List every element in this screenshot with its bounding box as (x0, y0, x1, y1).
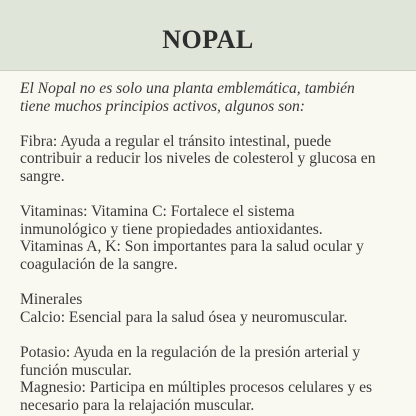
calcio-paragraph: Calcio: Esencial para la salud ósea y neuromuscular. (20, 308, 348, 326)
minerales-heading: Minerales (20, 291, 83, 309)
fibra-paragraph: Fibra: Ayuda a regular el tránsito intestinal, puede contribuir a reducir los niveles de colesterol y glucosa en sangre. (20, 132, 376, 185)
magnesio-paragraph: Magnesio: Participa en múltiples procesos celulares y es necesario para la relajación muscular. (20, 379, 373, 414)
content-body (20, 80, 406, 414)
intro-paragraph: El Nopal no es solo una planta emblemática, también tiene muchos principios activos, algunos son: (20, 80, 355, 115)
vitamina-c-paragraph: Vitaminas: Vitamina C: Fortalece el sistema inmunológico y tiene propiedades antioxidantes. (20, 203, 323, 238)
potasio-paragraph: Potasio: Ayuda en la regulación de la presión arterial y función muscular. (20, 343, 361, 379)
title-banner (0, 0, 416, 71)
vitaminas-a-k-paragraph: Vitaminas A, K: Son importantes para la salud ocular y coagulación de la sangre. (20, 238, 364, 273)
page-title: NOPAL (162, 25, 254, 54)
